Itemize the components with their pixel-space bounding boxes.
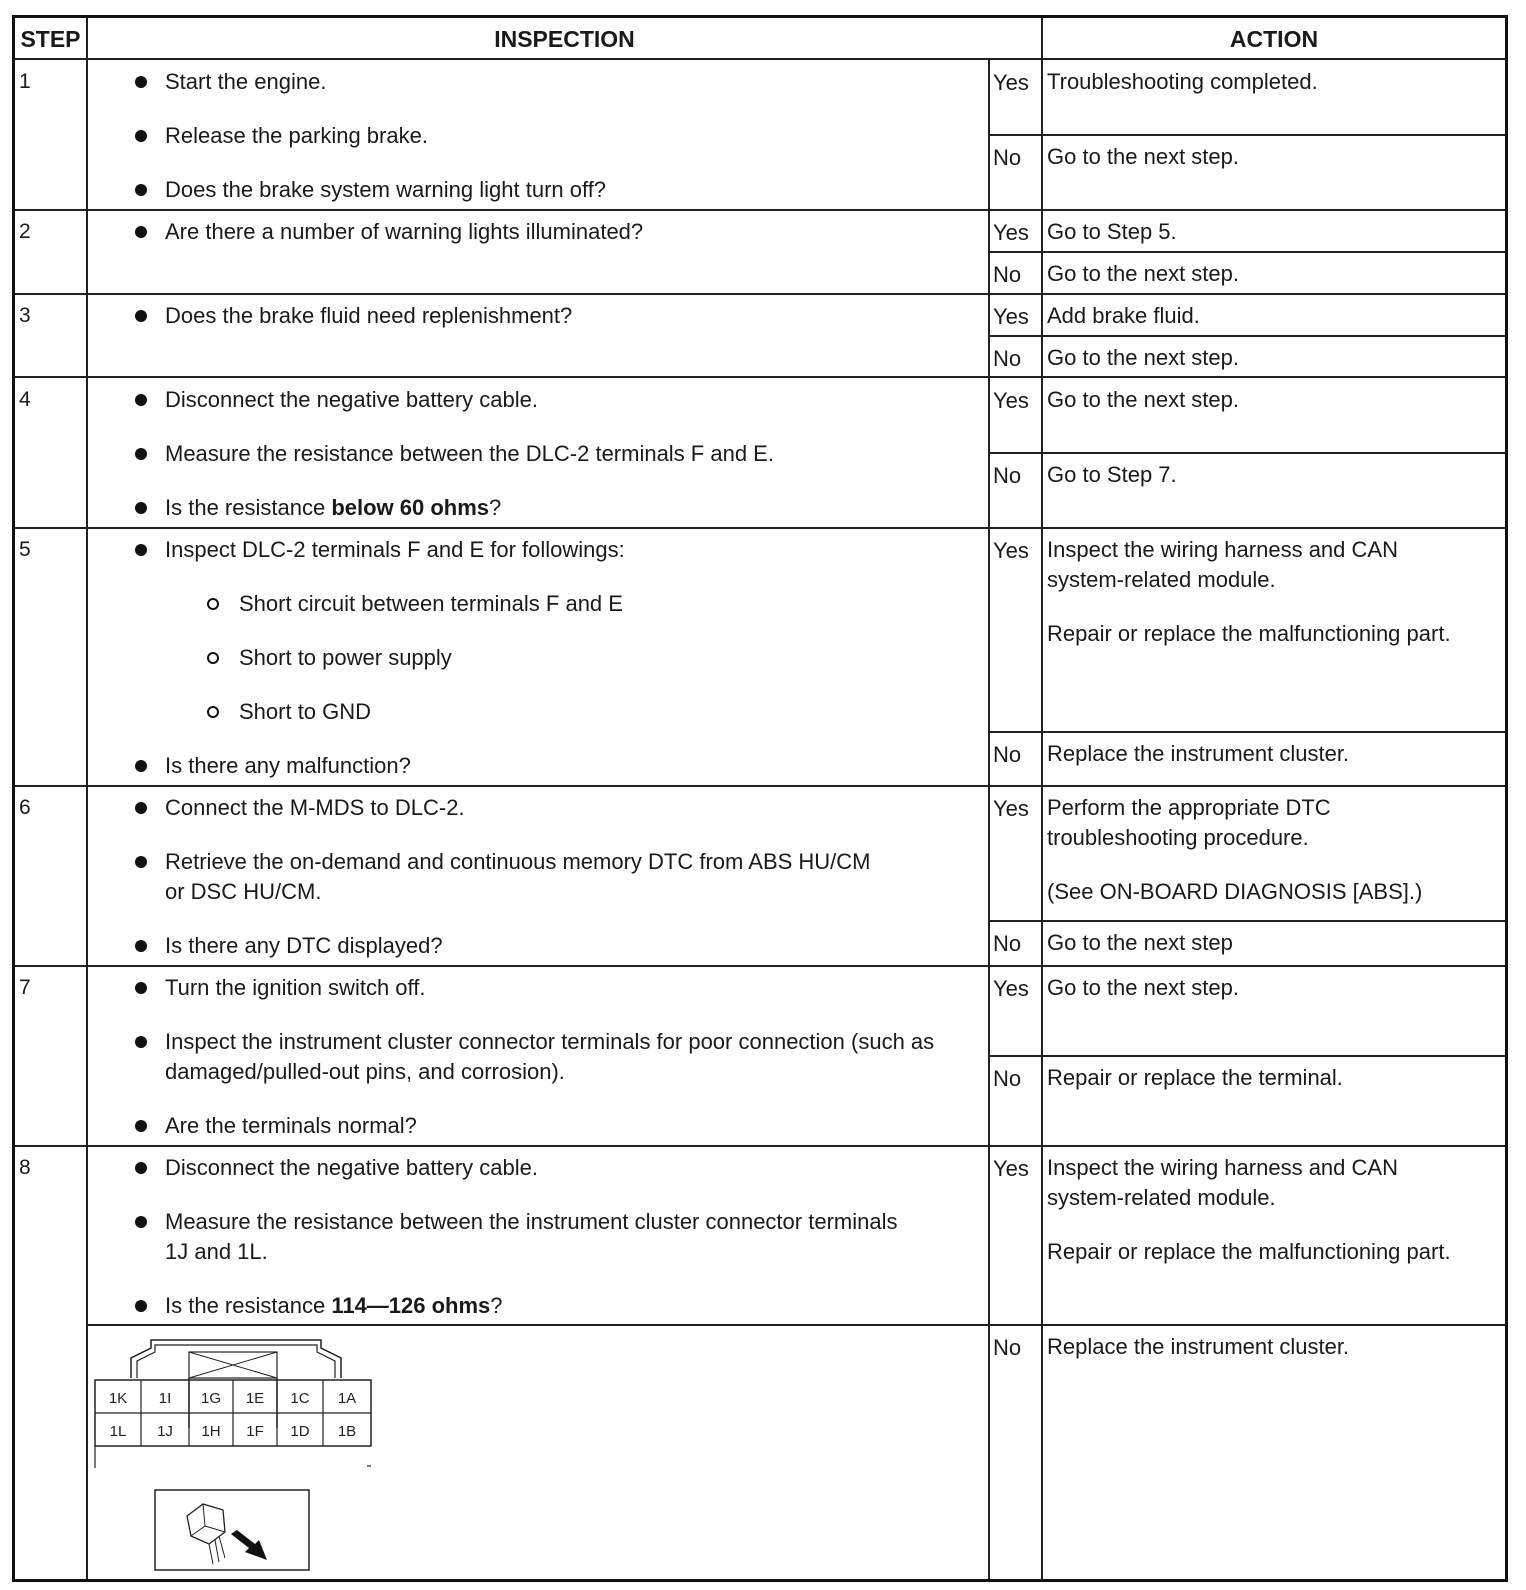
inspection-item: Does the brake fluid need replenishment? <box>135 301 985 331</box>
action-text: Repair or replace the terminal. <box>1047 1065 1343 1090</box>
no-label: No <box>993 346 1022 371</box>
action-text: Inspect the wiring harness and CAN system-related module. Repair or replace the malfunctioning part. <box>1047 537 1451 646</box>
action-text: Troubleshooting completed. <box>1047 69 1318 94</box>
pin-label: 1H <box>201 1423 221 1440</box>
pin-label: 1K <box>108 1390 128 1407</box>
step-number: 8 <box>19 1156 31 1179</box>
inspection-item: Inspect DLC-2 terminals F and E for followings: <box>135 535 985 565</box>
action-text: Inspect the wiring harness and CAN system-related module. Repair or replace the malfunctioning part. <box>1047 1155 1451 1264</box>
inspection-item: Disconnect the negative battery cable. <box>135 1153 985 1183</box>
pin-label: 1C <box>290 1390 310 1407</box>
action-text: Perform the appropriate DTC troubleshooting procedure. (See ON-BOARD DIAGNOSIS [ABS].) <box>1047 795 1423 904</box>
pin-label: 1D <box>290 1423 310 1440</box>
no-label: No <box>993 463 1022 488</box>
no-label: No <box>993 262 1022 287</box>
header-action: ACTION <box>1229 26 1319 52</box>
connector-diagram <box>91 1328 391 1578</box>
inspection-item: Retrieve the on-demand and continuous memory DTC from ABS HU/CM or DSC HU/CM. <box>135 847 895 907</box>
step-number: 1 <box>19 70 31 93</box>
action-text: Go to the next step. <box>1047 261 1240 286</box>
action-text: Go to the next step. <box>1047 387 1240 412</box>
header-step: STEP <box>20 26 81 52</box>
pin-label: 1I <box>158 1390 172 1407</box>
header-inspection: INSPECTION <box>494 26 635 52</box>
action-text: Go to the next step <box>1047 930 1233 955</box>
inspection-item: Are the terminals normal? <box>135 1111 985 1141</box>
inspection-item: Are there a number of warning lights illuminated? <box>135 217 985 247</box>
inspection-subitem: Short to GND <box>207 697 979 727</box>
yes-label: Yes <box>993 538 1029 563</box>
inspection-item: Does the brake system warning light turn off? <box>135 175 985 205</box>
action-text: Add brake fluid. <box>1047 303 1200 328</box>
no-label: No <box>993 1066 1022 1091</box>
step-number: 4 <box>19 388 31 411</box>
yes-label: Yes <box>993 70 1029 95</box>
step-number: 5 <box>19 538 31 561</box>
inspection-item: Release the parking brake. <box>135 121 985 151</box>
inspection-subitem: Short circuit between terminals F and E <box>207 589 979 619</box>
inspection-question: Is the resistance 114—126 ohms? <box>135 1291 985 1321</box>
inspection-item: Measure the resistance between the instrument cluster connector terminals 1J and 1L. <box>135 1207 925 1267</box>
action-text: Go to Step 7. <box>1047 462 1177 487</box>
harness-connector-icon <box>155 1490 309 1570</box>
pin-label: 1F <box>246 1423 264 1440</box>
action-text: Replace the instrument cluster. <box>1047 1334 1350 1359</box>
no-label: No <box>993 931 1022 956</box>
inspection-item: Is there any DTC displayed? <box>135 931 985 961</box>
action-text: Go to Step 5. <box>1047 219 1177 244</box>
step-number: 6 <box>19 796 31 819</box>
inspection-item: Start the engine. <box>135 67 985 97</box>
inspection-item: Is there any malfunction? <box>135 751 985 781</box>
no-label: No <box>993 145 1022 170</box>
inspection-item: Measure the resistance between the DLC-2 terminals F and E. <box>135 439 985 469</box>
yes-label: Yes <box>993 796 1029 821</box>
pin-label: 1G <box>200 1390 222 1407</box>
pin-label: 1J <box>157 1423 173 1440</box>
yes-label: Yes <box>993 220 1029 245</box>
pin-label: 1B <box>337 1423 357 1440</box>
inspection-item: Inspect the instrument cluster connector terminals for poor connection (such as damaged/pulled-out pins, and corrosion). <box>135 1027 965 1087</box>
no-label: No <box>993 1335 1022 1360</box>
inspection-question: Is the resistance below 60 ohms? <box>135 493 985 523</box>
step-number: 3 <box>19 304 31 327</box>
action-text: Go to the next step. <box>1047 975 1240 1000</box>
no-label: No <box>993 742 1022 767</box>
action-text: Go to the next step. <box>1047 144 1240 169</box>
yes-label: Yes <box>993 388 1029 413</box>
inspection-subitem: Short to power supply <box>207 643 979 673</box>
step-number: 2 <box>19 220 31 243</box>
action-text: Go to the next step. <box>1047 345 1240 370</box>
pin-label: 1A <box>337 1390 357 1407</box>
yes-label: Yes <box>993 304 1029 329</box>
step-number: 7 <box>19 976 31 999</box>
inspection-item: Turn the ignition switch off. <box>135 973 985 1003</box>
yes-label: Yes <box>993 976 1029 1001</box>
inspection-item: Connect the M-MDS to DLC-2. <box>135 793 985 823</box>
pin-label: 1E <box>245 1390 265 1407</box>
action-text: Replace the instrument cluster. <box>1047 741 1350 766</box>
pin-label: 1L <box>109 1423 127 1440</box>
inspection-item: Disconnect the negative battery cable. <box>135 385 985 415</box>
yes-label: Yes <box>993 1156 1029 1181</box>
troubleshooting-table <box>12 15 1508 1582</box>
